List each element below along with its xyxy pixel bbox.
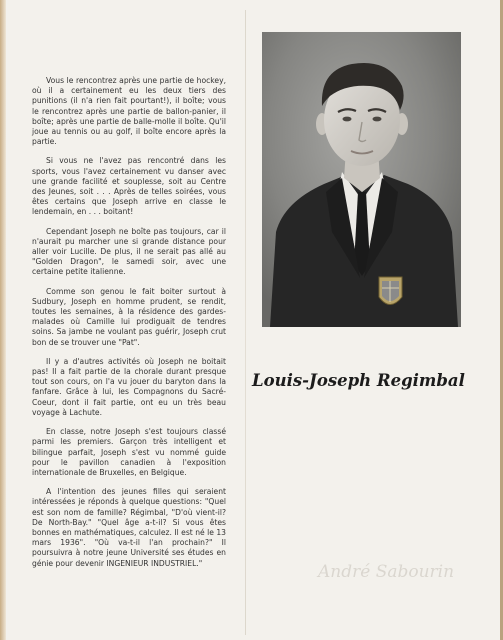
- article-paragraph-6: En classe, notre Joseph s'est toujours classé parmi les premiers. Garçon très intelligent et bilingue parfait, Joseph s'est vu nommé guide pour le pavillon canadien à l'exposition internationale de Bruxelles, en Belgique.: [32, 427, 226, 477]
- portrait-caption-name: Louis-Joseph Regimbal: [252, 371, 465, 390]
- portrait-photo: [262, 32, 461, 327]
- article-column: [32, 76, 226, 578]
- portrait-illustration: [262, 32, 461, 327]
- author-signature: André Sabourin: [318, 562, 455, 582]
- article-paragraph-1: Vous le rencontrez après une partie de hockey, où il a certainement eu les deux tiers des punitions (il n'a rien fait pourtant!), il boîte; vous le rencontrez après une partie de ballon-panier, il boîte; après une partie de balle-molle il boîte. Qu'il joue au tennis ou au golf, il boîte encore après la partie.: [32, 76, 226, 147]
- school-crest-badge: [379, 277, 402, 305]
- article-paragraph-4: Comme son genou le fait boiter surtout à Sudbury, Joseph en homme prudent, se rendit, toutes les semaines, à la résidence des gardes-malades où Camille lui prodiguait de tendres soins. Sa jambe ne voulant pas guérir, Joseph crut bon de se trouver une "Pat".: [32, 286, 226, 347]
- article-paragraph-3: Cependant Joseph ne boîte pas toujours, car il n'aurait pu marcher une si grande distance pour aller voir Lucille. De plus, il ne serait pas allé au "Golden Dragon", le samedi soir, avec une certaine petite italienne.: [32, 226, 226, 277]
- article-paragraph-5: Il y a d'autres activités où Joseph ne boitait pas! Il a fait partie de la chorale durant presque tout son cours, on l'a vu jouer du baryton dans la fanfare. Grâce à lui, les Compagnons du Sacré-Coeur, dont il fait partie, ont eu un très beau voyage à Lachute.: [32, 356, 226, 417]
- article-paragraph-7: A l'intention des jeunes filles qui seraient intéressées je réponds à quelque questions: "Quel est son nom de famille? Régimbal, "D'où vient-il? De North-Bay." "Quel âge a-t-il? Si vous êtes bonnes en mathématiques, calculez. Il est né le 13 mars 1936". "Où va-t-il l'an prochain?" Il poursuivra à notre jeune Université ses études en génie pour devenir INGENIEUR INDUSTRIEL.": [32, 487, 226, 568]
- article-paragraph-2: Si vous ne l'avez pas rencontré dans les sports, vous l'avez certainement vu danser avec une grande facilité et souplesse, soit au Centre des Jeunes, soit . . . Après de telles soirées, vous êtes certains que Joseph arrive en classe le lendemain, en . . . boitant!: [32, 156, 226, 217]
- column-divider: [245, 10, 246, 635]
- page-edge-left: [0, 0, 6, 640]
